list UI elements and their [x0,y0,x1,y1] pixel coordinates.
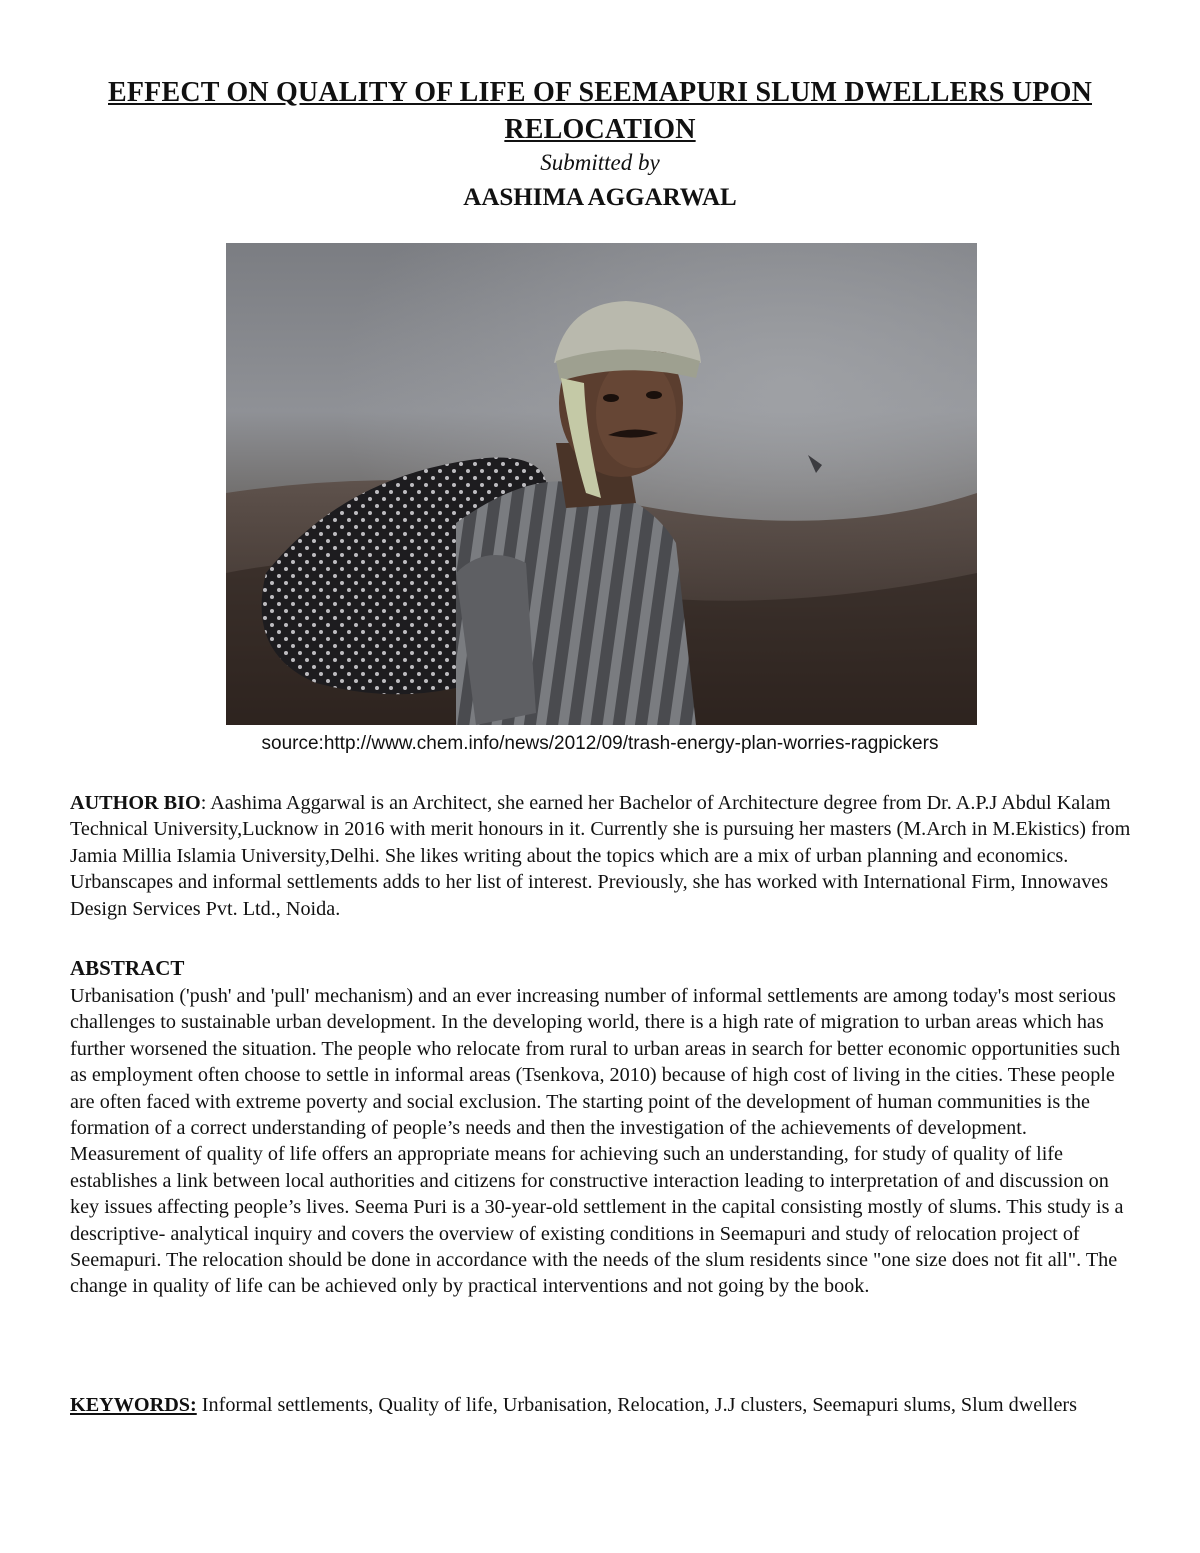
keywords [70,1392,1135,1418]
author-bio [70,790,1135,922]
photo-source-caption: source:http://www.chem.info/news/2012/09/trash-energy-plan-worries-ragpickers [261,733,939,754]
author-name: AASHIMA AGGARWAL [463,184,737,211]
cover-photo [226,243,977,725]
author-bio-label: AUTHOR BIO [70,792,201,814]
keywords-text: Informal settlements, Quality of life, Urbanisation, Relocation, J.J clusters, Seemapuri slums, Slum dwellers [196,1394,1077,1416]
paper-title: EFFECT ON QUALITY OF LIFE OF SEEMAPURI SLUM DWELLERS UPON RELOCATION [108,77,1092,145]
abstract-heading: ABSTRACT [70,956,185,980]
author-bio-text: : Aashima Aggarwal is an Architect, she earned her Bachelor of Architecture degree from Dr. A.P.J Abdul Kalam Technical University,Lucknow in 2016 with merit honours in it. Currently she is pursuing her masters (M.Arch in M.Ekistics) from Jamia Millia Islamia University,Delhi. She likes writing about the topics which are a mix of urban planning and economics. Urbanscapes and informal settlements adds to her list of interest. Previously, she has worked with International Firm, Innowaves Design Services Pvt. Ltd., Noida. [70,792,1131,920]
abstract-text: Urbanisation ('push' and 'pull' mechanism) and an ever increasing number of informal settlements are among today's most serious challenges to sustainable urban development. In the developing world, there is a high rate of migration to urban areas which has further worsened the situation. The people who relocate from rural to urban areas in search for better economic opportunities such as employment often choose to settle in informal areas (Tsenkova, 2010) because of high cost of living in the cities. These people are often faced with extreme poverty and social exclusion. The starting point of the development of human communities is the formation of a correct understanding of people’s needs and then the investigation of the achievements of development. Measurement of quality of life offers an appropriate means for achieving such an understanding, for study of quality of life establishes a link between local authorities and citizens for constructive interaction leading to interpretation of and discussion on key issues affecting people’s lives. Seema Puri is a 30-year-old settlement in the capital consisting mostly of slums. This study is a descriptive- analytical inquiry and covers the overview of existing conditions in Seemapuri and study of relocation project of Seemapuri. The relocation should be done in accordance with the needs of the slum residents since "one size does not fit all". The change in quality of life can be achieved only by practical interventions and not going by the book. [70,985,1124,1298]
keywords-label: KEYWORDS: [70,1394,197,1416]
submitted-by-label: Submitted by [540,150,660,175]
